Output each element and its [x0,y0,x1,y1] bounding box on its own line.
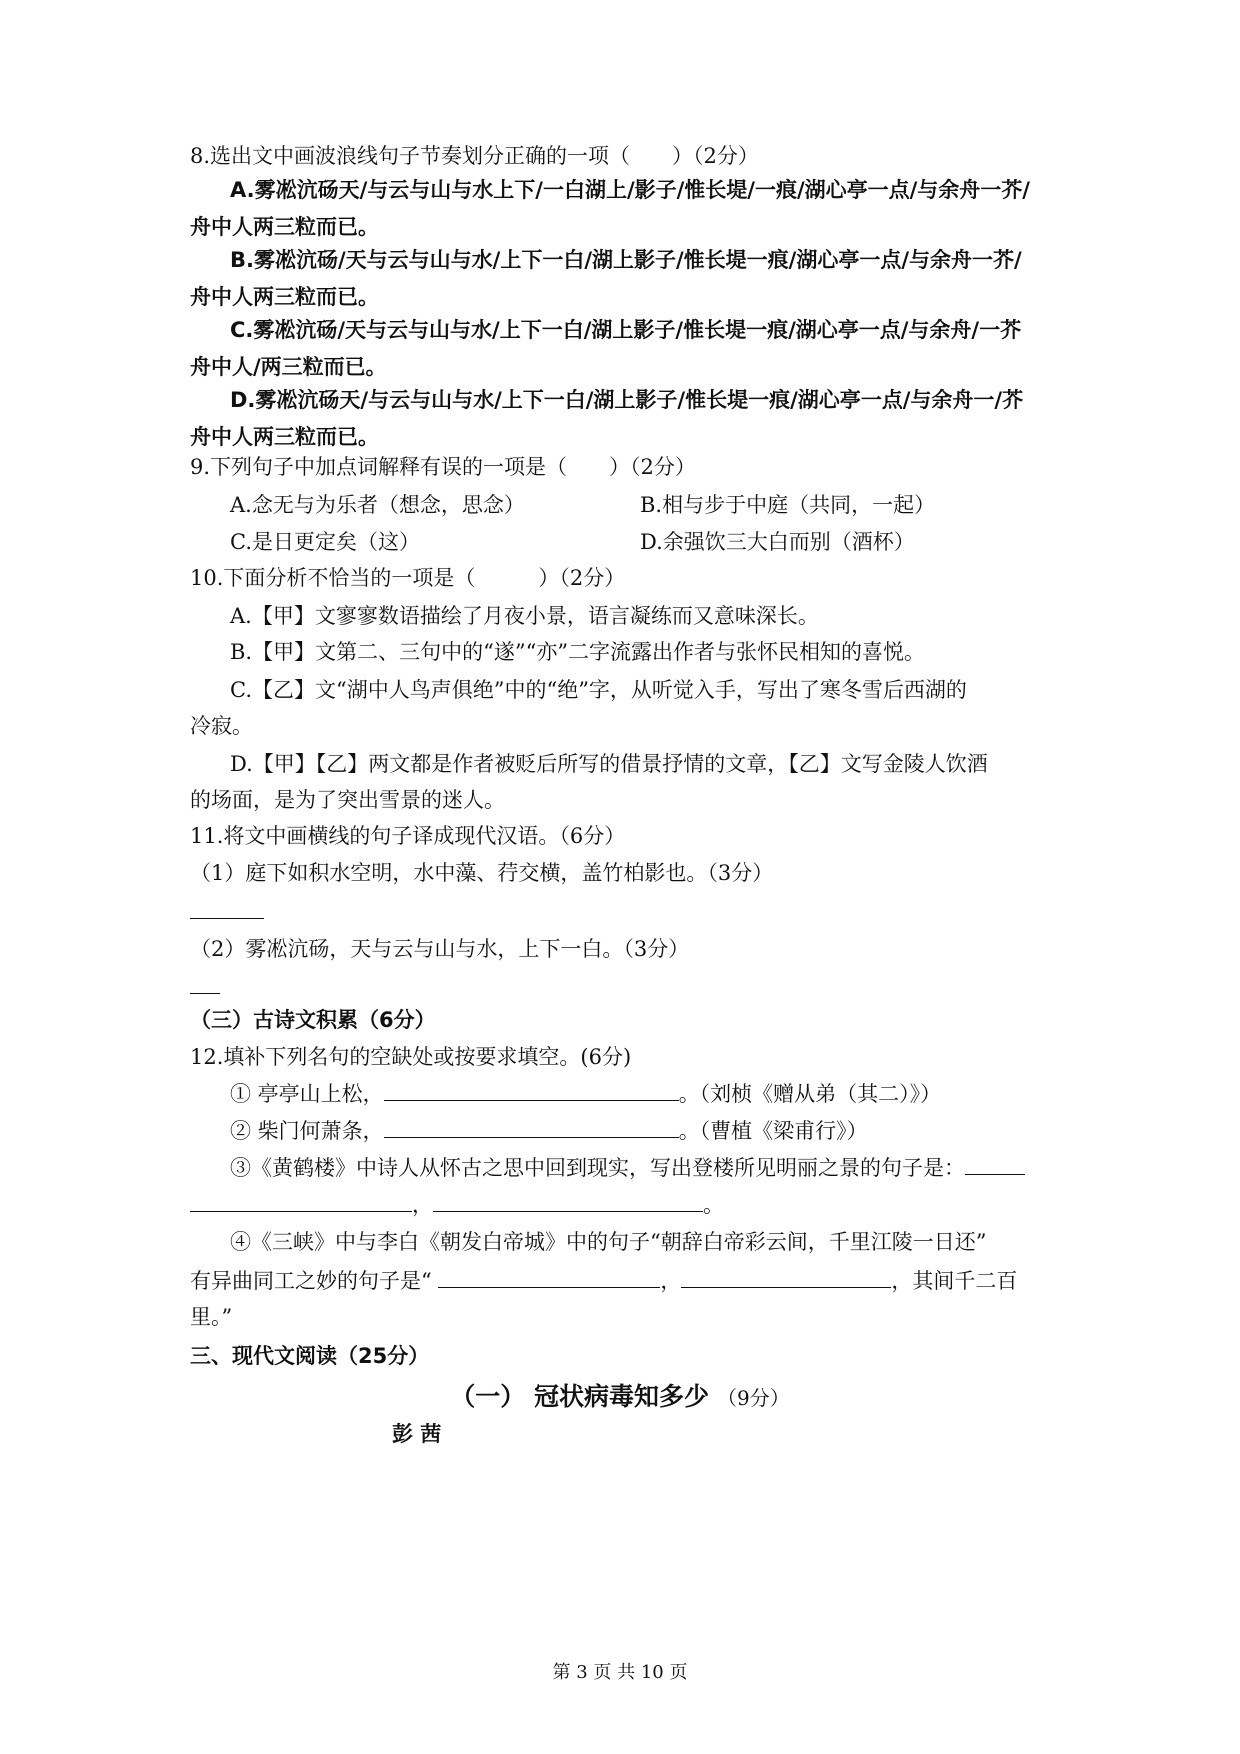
q11-answer-line1[interactable] [190,918,264,919]
q11-answer-line2[interactable] [190,993,220,994]
q12-item1-prompt: ① 亭亭山上松， [230,1082,384,1106]
q12-item4-line1: ④《三峡》中与李白《朝发白帝城》中的句子“朝辞白帝彩云间，千里江陵一日还” [230,1230,987,1254]
q12-blank-3b[interactable] [190,1189,412,1212]
q12-item4-line3: 里。” [190,1305,233,1329]
q9-option-a: A.念无与为乐者（想念，思念） [230,493,525,517]
reading-title-text: （一） 冠状病毒知多少 [450,1382,710,1411]
q12-item4-prompt: 有异曲同工之妙的句子是“ [190,1269,439,1293]
section-title: （三）古诗文积累（6分） [190,1008,436,1032]
q12-item4-comma: ， [660,1269,682,1293]
q12-item3-prompt: ③《黄鹤楼》中诗人从怀古之思中回到现实，写出登楼所见明丽之景的句子是： [230,1156,965,1180]
q9-option-d: D.余强饮三大白而别（酒杯） [640,530,915,554]
q10-option-d-line1: D.【甲】【乙】两文都是作者被贬后所写的借景抒情的文章，【乙】文写金陵人饮酒 [230,752,988,776]
q12-item1-source: 。（刘桢《赠从弟（其二）》） [678,1082,942,1106]
q8-option-b-line2: 舟中人两三粒而已。 [190,285,379,309]
q12-item2 [230,1115,1100,1146]
q12-item4-line2 [190,1265,1060,1296]
q11-stem: 11.将文中画横线的句子译成现代汉语。（6分） [190,824,626,848]
q8-option-a-line1: A.雾凇沆砀天/与云与山与水上下/一白湖上/影子/惟长堤/一痕/湖心亭一点/与余舟一芥/ [230,178,1030,202]
q9-option-row2 [230,527,1100,557]
q8-option-b-line1: B.雾凇沆砀/天与云与山与水/上下一白/湖上影子/惟长堤一痕/湖心亭一点/与余舟一芥/ [230,248,1022,272]
q10-stem: 10.下面分析不恰当的一项是（ ）（2分） [190,566,626,590]
q8-stem: 8.选出文中画波浪线句子节奏划分正确的一项（ ）（2分） [190,144,759,168]
q9-option-b: B.相与步于中庭（共同，一起） [640,493,936,517]
q8-option-c-line2: 舟中人/两三粒而已。 [190,355,387,379]
q12-blank-2[interactable] [384,1115,679,1138]
q12-blank-1[interactable] [384,1078,679,1101]
q12-blank-4b[interactable] [681,1265,891,1288]
part-title: 三、现代文阅读（25分） [190,1344,430,1368]
reading-title [0,1380,1240,1415]
page-footer: 第 3 页 共 10 页 [552,1662,688,1683]
q9-option-row1 [230,490,1100,520]
q8-option-d-line1: D.雾凇沆砀天/与云与山与水/上下一白/湖上影子/惟长堤一痕/湖心亭一点/与余舟一/芥 [230,388,1024,412]
q9-stem: 9.下列句子中加点词解释有误的一项是（ ）（2分） [190,455,696,479]
q12-item2-source: 。（曹植《梁甫行》） [678,1119,868,1143]
q12-item3-period: 。 [703,1193,724,1217]
q9-option-c: C.是日更定矣（这） [230,530,420,554]
q12-item3-line2 [190,1189,1060,1220]
q10-option-c-line2: 冷寂。 [190,714,253,738]
q11-sentence2: （2）雾凇沆砀，天与云与山与水，上下一白。（3分） [190,937,690,961]
q12-item3-comma: ， [412,1193,433,1217]
q12-blank-3c[interactable] [433,1189,703,1212]
q10-option-a: A.【甲】文寥寥数语描绘了月夜小景，语言凝练而又意味深长。 [230,604,819,628]
q12-item2-prompt: ② 柴门何萧条， [230,1119,384,1143]
q8-option-d-line2: 舟中人两三粒而已。 [190,425,379,449]
reading-author: 彭 茜 [392,1422,442,1446]
q12-stem: 12.填补下列名句的空缺处或按要求填空。(6分) [190,1045,632,1069]
q10-option-d-line2: 的场面，是为了突出雪景的迷人。 [190,788,505,812]
q8-option-c-line1: C.雾凇沆砀/天与云与山与水/上下一白/湖上影子/惟长堤一痕/湖心亭一点/与余舟/一芥 [230,318,1022,342]
q12-item1 [230,1078,1100,1109]
q12-item4-tail: ，其间千二百 [891,1269,1018,1293]
q11-sentence1: （1）庭下如积水空明，水中藻、荇交横，盖竹柏影也。（3分） [190,861,774,885]
q12-blank-4a[interactable] [438,1265,660,1288]
reading-points: （9分） [716,1386,790,1410]
q8-option-a-line2: 舟中人两三粒而已。 [190,215,379,239]
q10-option-b: B.【甲】文第二、三句中的“遂”“亦”二字流露出作者与张怀民相知的喜悦。 [230,640,926,664]
q12-blank-3a[interactable] [965,1152,1025,1175]
q12-item3-line1 [230,1152,1100,1183]
q10-option-c-line1: C.【乙】文“湖中人鸟声俱绝”中的“绝”字，从听觉入手，写出了寒冬雪后西湖的 [230,678,967,702]
